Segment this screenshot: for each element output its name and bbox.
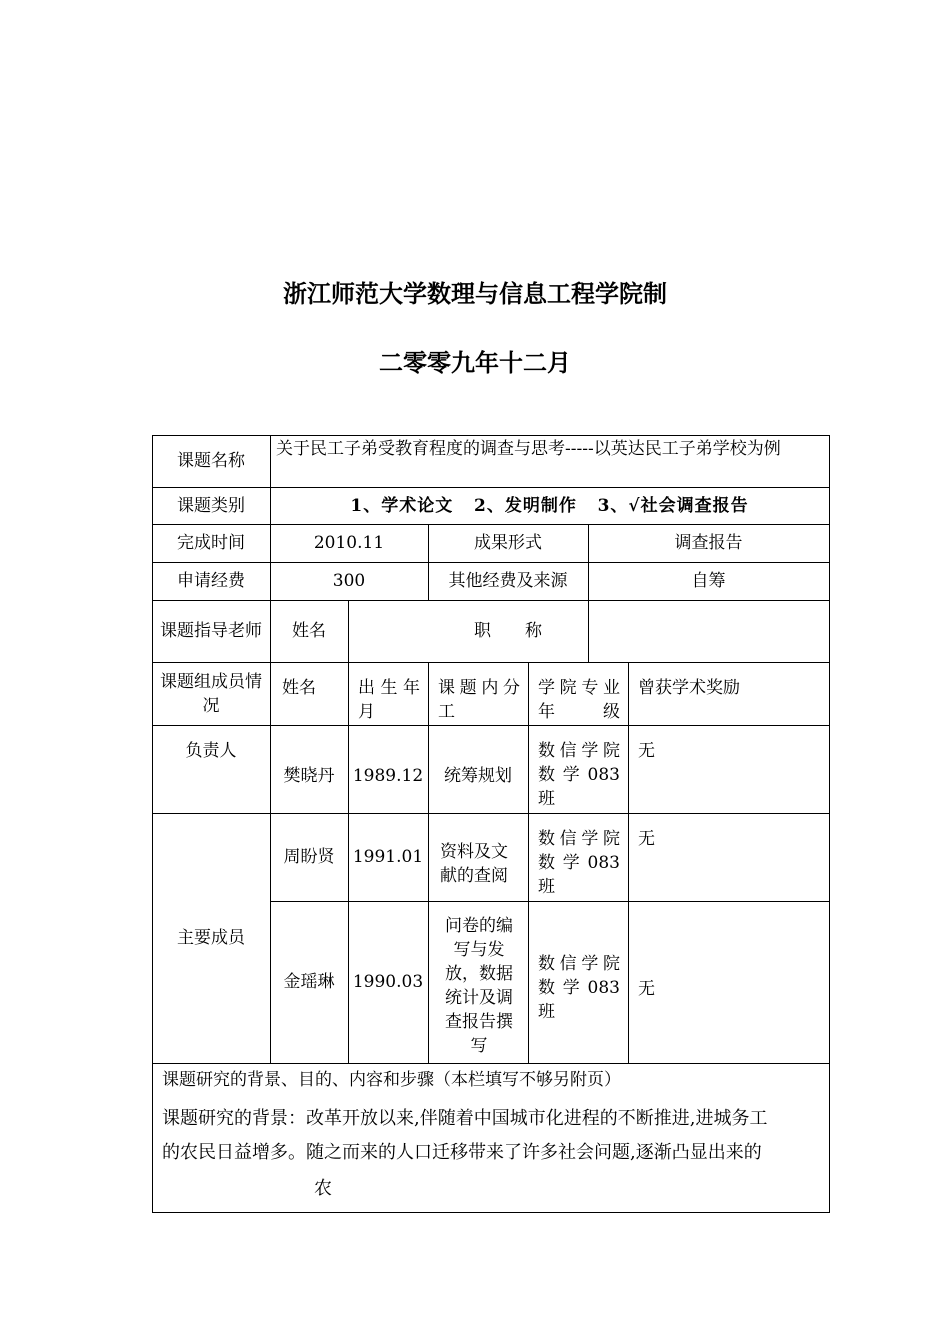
advisor-name-value bbox=[348, 600, 428, 662]
members-label: 课题组成员情况 bbox=[160, 671, 262, 716]
other-funding-label: 其他经费及来源 bbox=[448, 571, 568, 591]
member-task: 统筹规划 bbox=[444, 766, 512, 786]
col-birth: 出生年月 bbox=[358, 678, 420, 722]
research-line: 的农民日益增多。随之而来的人口迁移带来了许多社会问题,逐渐凸显出来的 bbox=[162, 1142, 762, 1163]
research-heading: 课题研究的背景、目的、内容和步骤（本栏填写不够另附页） bbox=[162, 1070, 621, 1090]
category-options: 1、学术论文 2、发明制作 3、√社会调查报告 bbox=[350, 495, 749, 516]
document-date: 二零零九年十二月 bbox=[379, 349, 571, 377]
advisor-title-label: 职 称 bbox=[474, 621, 542, 641]
research-line: 农 bbox=[314, 1178, 332, 1199]
member-award: 无 bbox=[638, 979, 655, 999]
member-birth: 1989.12 bbox=[352, 766, 424, 786]
category-label: 课题类别 bbox=[177, 495, 245, 516]
member-name: 周盼贤 bbox=[283, 847, 335, 867]
advisor-title-value bbox=[588, 600, 829, 662]
member-award: 无 bbox=[638, 829, 655, 849]
member-name: 樊晓丹 bbox=[283, 766, 335, 786]
leader-label: 负责人 bbox=[185, 741, 237, 761]
funding-value: 300 bbox=[332, 571, 366, 591]
member-name: 金瑶琳 bbox=[283, 972, 335, 992]
col-major: 学院专业年级 bbox=[538, 678, 620, 722]
funding-label: 申请经费 bbox=[177, 571, 245, 591]
topic-label: 课题名称 bbox=[177, 451, 245, 471]
col-name: 姓名 bbox=[282, 678, 316, 698]
member-task: 资料及文献的查阅 bbox=[440, 842, 508, 886]
member-task: 问卷的编写与发放，数据统计及调查报告撰写 bbox=[445, 916, 513, 1056]
col-awards: 曾获学术奖励 bbox=[638, 678, 740, 698]
topic-value: 关于民工子弟受教育程度的调查与思考-----以英达民工子弟学校为例 bbox=[276, 439, 781, 459]
research-line: 课题研究的背景：改革开放以来,伴随着中国城市化进程的不断推进,进城务工 bbox=[162, 1108, 768, 1129]
main-members-label: 主要成员 bbox=[177, 928, 245, 948]
member-birth: 1990.03 bbox=[352, 972, 424, 992]
advisor-label: 课题指导老师 bbox=[160, 621, 262, 641]
completion-label: 完成时间 bbox=[177, 533, 245, 553]
completion-value: 2010.11 bbox=[313, 533, 385, 553]
result-form-label: 成果形式 bbox=[474, 533, 542, 553]
advisor-name-label: 姓名 bbox=[292, 621, 326, 641]
col-content: 课题内分工 bbox=[438, 678, 520, 722]
institution-title: 浙江师范大学数理与信息工程学院制 bbox=[283, 280, 667, 308]
member-birth: 1991.01 bbox=[352, 847, 424, 867]
result-form-value: 调查报告 bbox=[674, 533, 743, 553]
member-major: 数信学院数学083班 bbox=[538, 741, 620, 809]
member-award: 无 bbox=[638, 741, 655, 761]
member-major: 数信学院数学083班 bbox=[538, 954, 620, 1022]
other-funding-value: 自筹 bbox=[691, 571, 726, 591]
member-major: 数信学院数学083班 bbox=[538, 829, 620, 897]
